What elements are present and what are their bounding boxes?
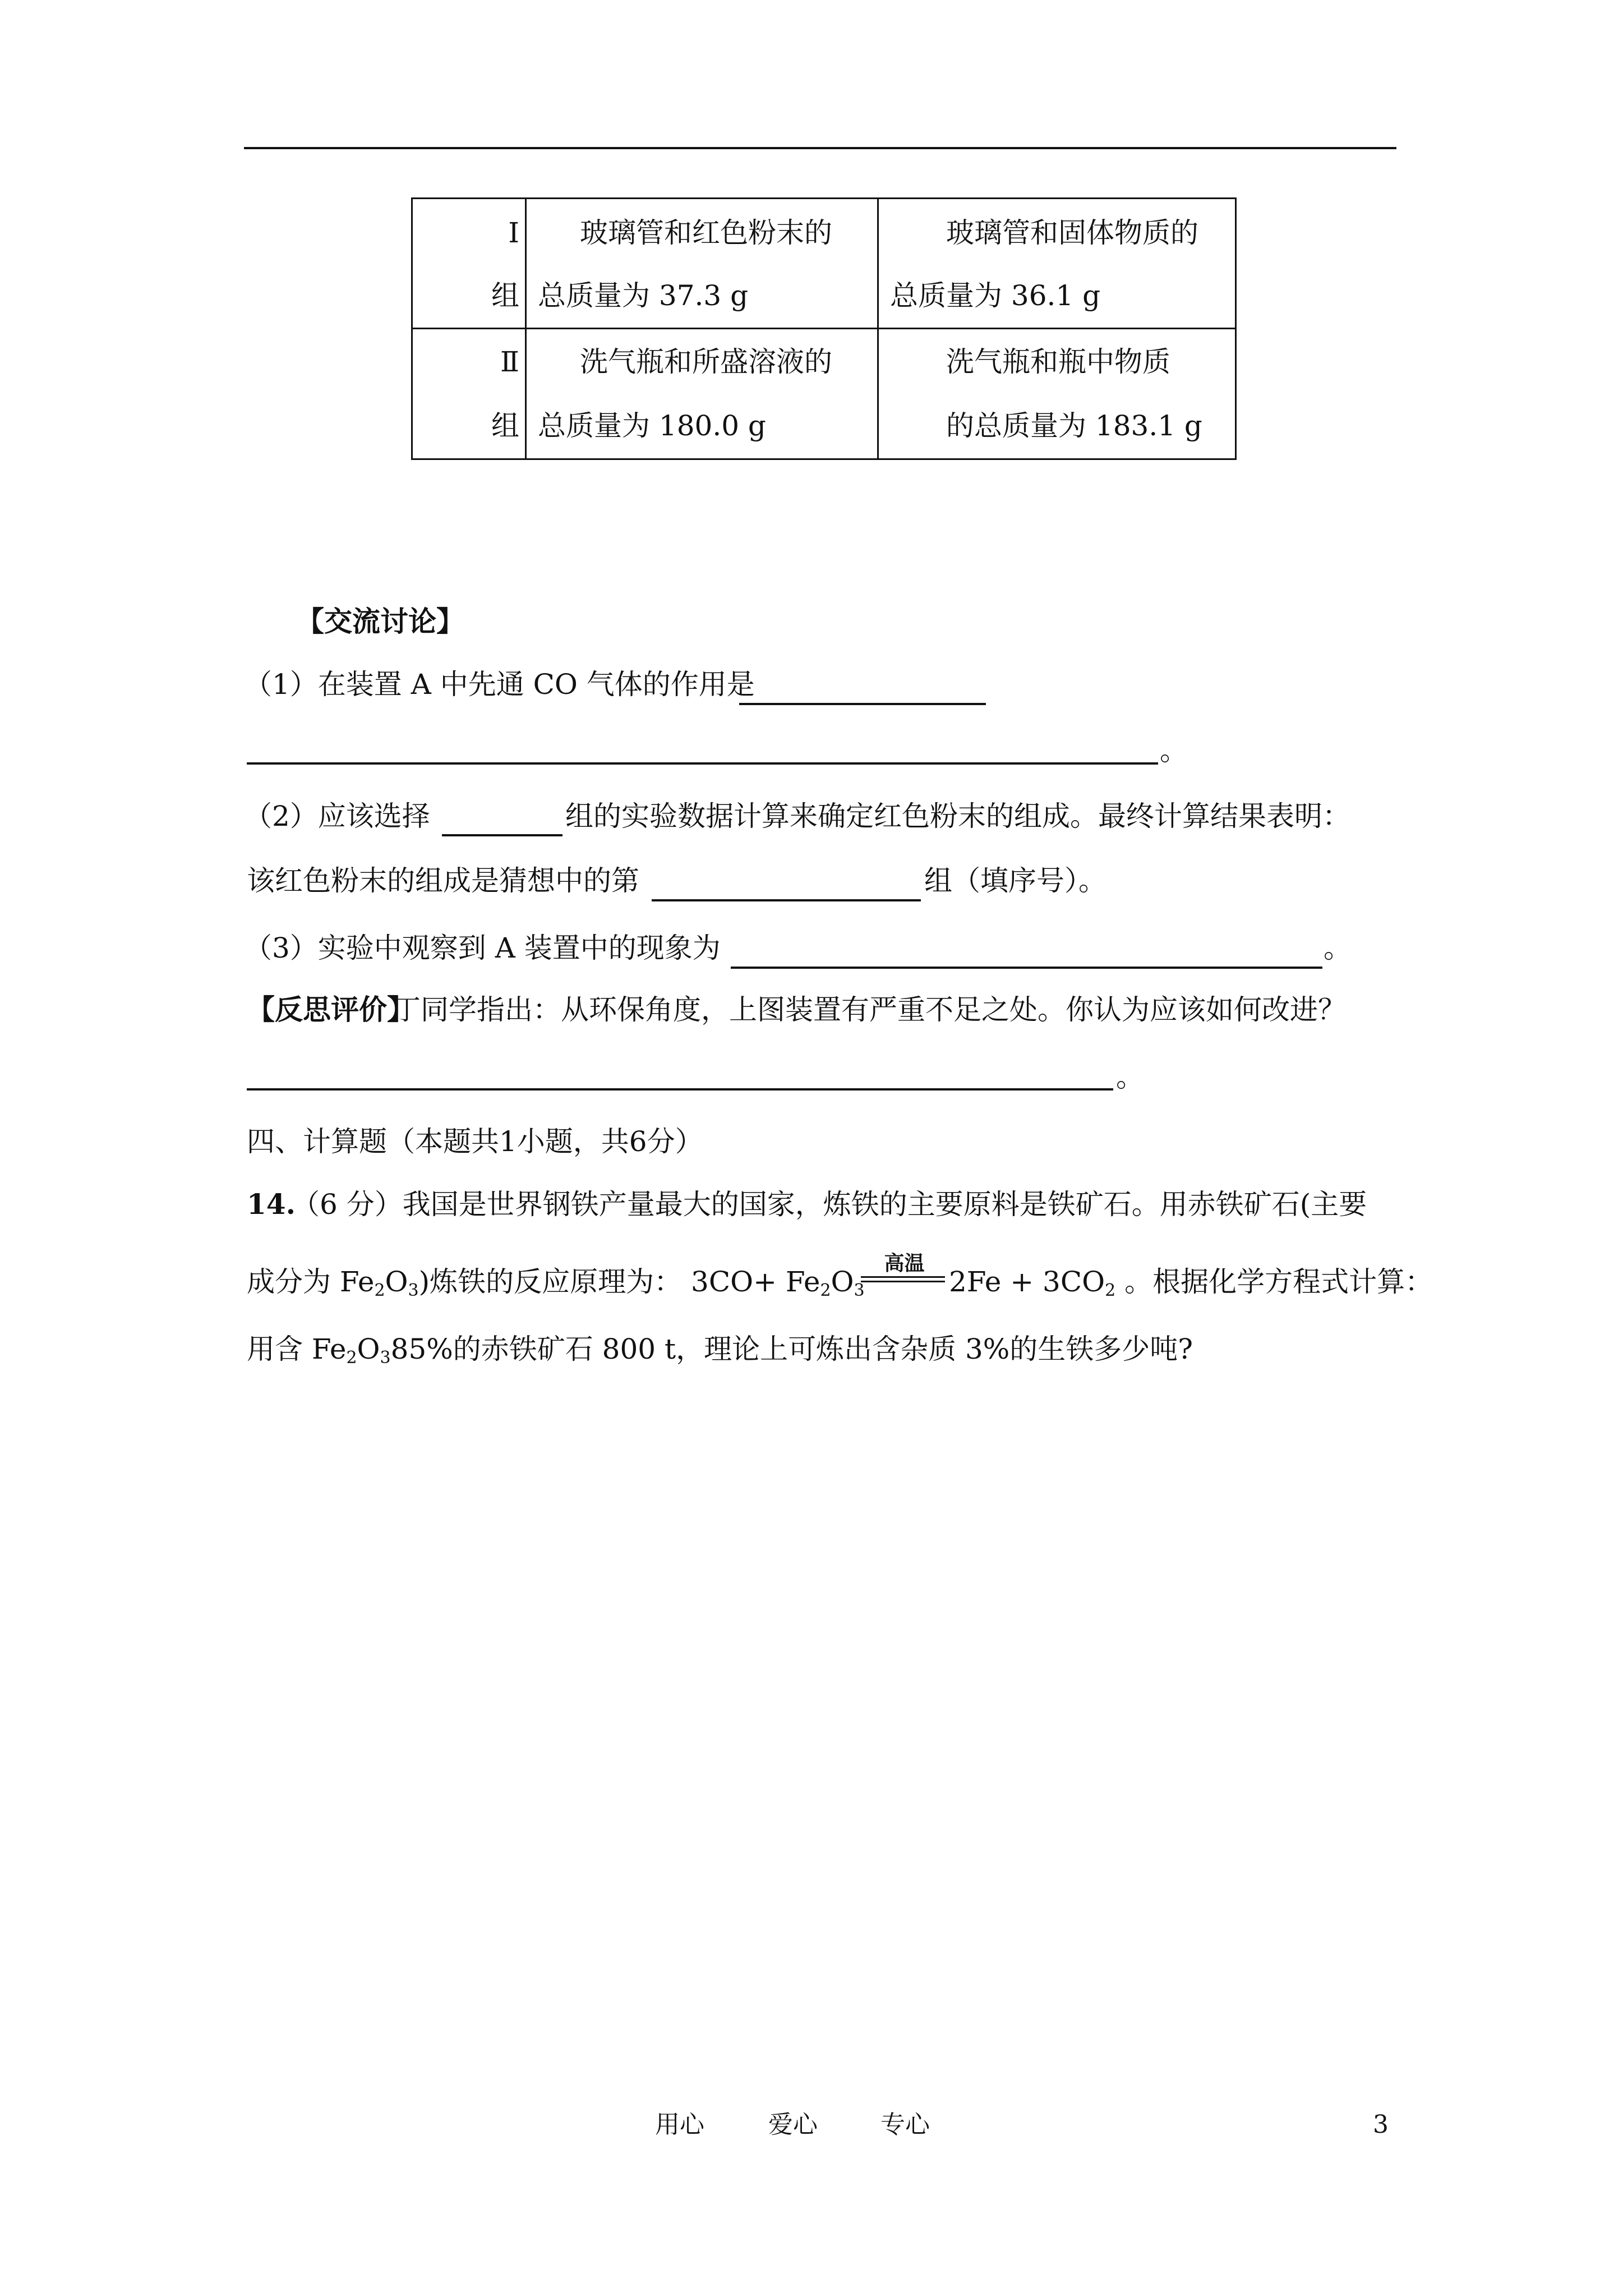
reflection-heading: 【反思评价】 xyxy=(247,993,415,1026)
period: 。 xyxy=(1324,932,1352,964)
footer-item: 专心 xyxy=(880,2110,930,2139)
cell-text: 总质量为 180.0 g xyxy=(538,409,766,442)
section-title: 四、计算题（本题共1小题，共6分） xyxy=(247,1125,703,1158)
group-label-bottom: 组 xyxy=(491,409,519,442)
footer-item: 用心 xyxy=(655,2110,704,2139)
reaction-condition xyxy=(861,1252,948,1286)
cell-text: 总质量为 36.1 g xyxy=(890,279,1101,312)
equation-line xyxy=(861,1276,945,1278)
cell-text: 总质量为 37.3 g xyxy=(538,279,749,312)
question-2-line2: 该红色粉末的组成是猜想中的第 xyxy=(247,864,639,897)
cell-text: 洗气瓶和所盛溶液的 xyxy=(580,346,832,378)
question-number: 14. xyxy=(247,1188,296,1221)
question-14-line3: 用含 $Fe_2O_385\%$的赤铁矿石 800 t，理论上可炼出含杂质 3%的生铁多少吨? xyxy=(247,1333,1193,1368)
period: 。 xyxy=(1160,734,1188,767)
table-cell-after xyxy=(878,329,1236,459)
answer-blank-q1 xyxy=(739,703,986,705)
question-14-line2: 成分为 $Fe_2O_3$)炼铁的反应原理为： $3CO+ Fe_2O_3$ xyxy=(247,1266,865,1300)
question-14-line2-cont: $2Fe + 3CO_2$ 。根据化学方程式计算： xyxy=(949,1266,1433,1300)
table-cell-after xyxy=(878,199,1236,329)
group-label-top: Ⅱ xyxy=(500,346,519,378)
table-cell-group xyxy=(412,329,526,459)
table-cell-before xyxy=(526,199,878,329)
cell-text: 玻璃管和红色粉末的 xyxy=(580,217,832,249)
answer-blank-q2-number xyxy=(652,899,921,901)
period: 。 xyxy=(1116,1061,1144,1093)
answer-blank-q2-group xyxy=(442,834,562,836)
equation-line xyxy=(861,1281,945,1282)
answer-blank-q1-line2 xyxy=(247,762,1158,765)
discussion-heading: 【交流讨论】 xyxy=(296,605,464,638)
footer-item: 爱心 xyxy=(768,2110,818,2139)
question-14-line1: （6 分）我国是世界钢铁产量最大的国家，炼铁的主要原料是铁矿石。用赤铁矿石(主要 xyxy=(292,1188,1367,1221)
table-cell-before xyxy=(526,329,878,459)
group-label-bottom: 组 xyxy=(491,279,519,312)
page-number: 3 xyxy=(1373,2110,1389,2139)
answer-blank-q3 xyxy=(731,967,1322,969)
cell-text: 玻璃管和固体物质的 xyxy=(946,217,1198,249)
cell-text: 洗气瓶和瓶中物质 xyxy=(946,346,1170,378)
reaction-condition-label: 高温 xyxy=(884,1251,925,1275)
answer-blank-reflection xyxy=(247,1088,1113,1091)
reflection-text: 丁同学指出：从环保角度，上图装置有严重不足之处。你认为应该如何改进？ xyxy=(393,993,1346,1026)
question-2-text: （2）应该选择 xyxy=(244,800,430,832)
question-2-text-cont: 组的实验数据计算来确定红色粉末的组成。最终计算结果表明： xyxy=(565,800,1350,832)
table-row xyxy=(412,199,1236,329)
table-row xyxy=(412,329,1236,459)
question-3-text: （3）实验中观察到 A 装置中的现象为 xyxy=(244,932,721,964)
question-2-line2-end: 组（填序号）。 xyxy=(924,864,1106,897)
header-rule xyxy=(244,147,1396,149)
table-cell-group xyxy=(412,199,526,329)
data-table xyxy=(411,197,1237,460)
group-label-top: Ⅰ xyxy=(508,217,519,249)
cell-text: 的总质量为 183.1 g xyxy=(946,409,1202,442)
question-1-text: （1）在装置 A 中先通 CO 气体的作用是 xyxy=(244,668,755,701)
